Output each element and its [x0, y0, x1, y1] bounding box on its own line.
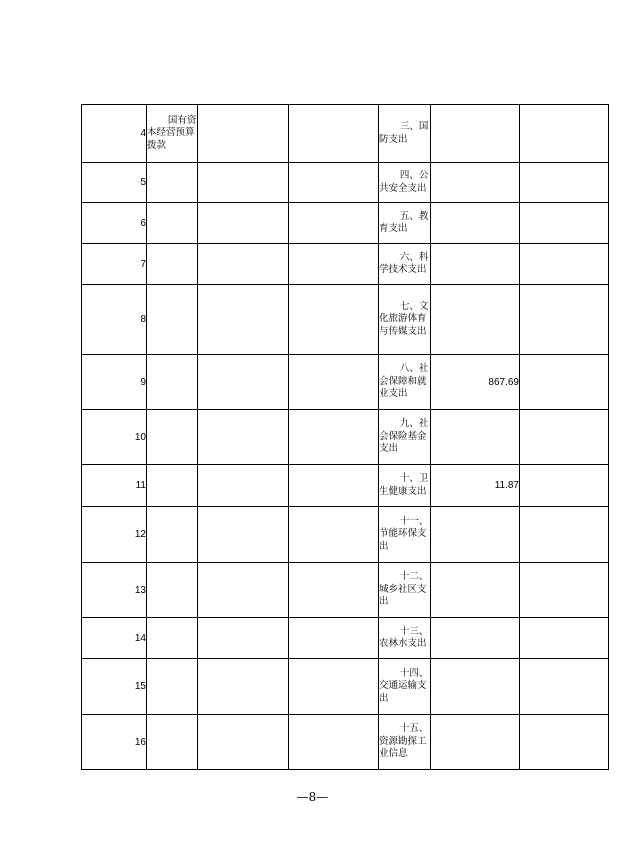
empty-cell [289, 563, 379, 618]
revenue-item-cell [147, 618, 198, 659]
expenditure-item-cell [379, 618, 431, 659]
table-row [82, 355, 609, 410]
expenditure-item-label: 三、国防支出 [379, 121, 429, 145]
expenditure-item-label: 五、教育支出 [379, 210, 429, 234]
expenditure-item-cell [379, 715, 431, 770]
empty-cell [289, 203, 379, 244]
expenditure-item-cell [379, 465, 431, 507]
empty-cell [198, 163, 289, 203]
empty-cell [198, 563, 289, 618]
table-row [82, 507, 609, 563]
table-row [82, 410, 609, 465]
table-row [82, 715, 609, 770]
revenue-item-cell [147, 410, 198, 465]
revenue-item-cell [147, 465, 198, 507]
amount-cell [431, 618, 520, 659]
empty-cell [198, 285, 289, 355]
empty-cell [520, 355, 609, 410]
expenditure-item-label: 十四、交通运输支出 [379, 667, 429, 704]
empty-cell [198, 105, 289, 163]
expenditure-item-label: 六、科学技术支出 [379, 251, 429, 275]
empty-cell [289, 659, 379, 715]
empty-cell [289, 105, 379, 163]
revenue-item-cell [147, 507, 198, 563]
empty-cell [520, 659, 609, 715]
empty-cell [198, 355, 289, 410]
amount-cell [431, 285, 520, 355]
amount-cell [431, 244, 520, 285]
empty-cell [520, 203, 609, 244]
table-row [82, 244, 609, 285]
table-row [82, 563, 609, 618]
empty-cell [520, 410, 609, 465]
table-row [82, 105, 609, 163]
row-number: 9 [82, 355, 147, 410]
revenue-item-cell [147, 285, 198, 355]
row-number: 13 [82, 563, 147, 618]
row-number: 12 [82, 507, 147, 563]
page-number: —8— [296, 790, 329, 804]
empty-cell [289, 355, 379, 410]
amount-cell [431, 163, 520, 203]
expenditure-item-cell [379, 659, 431, 715]
table-row [82, 285, 609, 355]
expenditure-item-label: 七、文化旅游体育与传媒支出 [379, 300, 429, 337]
table-row [82, 659, 609, 715]
amount-cell: 11.87 [431, 465, 520, 507]
empty-cell [289, 410, 379, 465]
revenue-item-cell [147, 244, 198, 285]
expenditure-item-label: 十五、资源勘探工业信息 [379, 723, 429, 760]
empty-cell [198, 465, 289, 507]
empty-cell [520, 715, 609, 770]
row-number: 8 [82, 285, 147, 355]
budget-table [81, 104, 609, 770]
empty-cell [198, 715, 289, 770]
empty-cell [520, 105, 609, 163]
expenditure-item-label: 八、社会保障和就业支出 [379, 363, 429, 400]
empty-cell [520, 285, 609, 355]
row-number: 4 [82, 105, 147, 163]
amount-cell [431, 410, 520, 465]
amount-cell [431, 203, 520, 244]
expenditure-item-cell [379, 163, 431, 203]
expenditure-item-cell [379, 355, 431, 410]
revenue-item-cell [147, 355, 198, 410]
expenditure-item-label: 九、社会保险基金支出 [379, 418, 429, 455]
empty-cell [289, 715, 379, 770]
empty-cell [198, 244, 289, 285]
row-number: 14 [82, 618, 147, 659]
empty-cell [198, 618, 289, 659]
row-number: 15 [82, 659, 147, 715]
expenditure-item-label: 四、公共安全支出 [379, 170, 429, 194]
row-number: 16 [82, 715, 147, 770]
empty-cell [520, 465, 609, 507]
revenue-item-cell [147, 163, 198, 203]
empty-cell [289, 507, 379, 563]
expenditure-item-cell [379, 410, 431, 465]
empty-cell [198, 410, 289, 465]
empty-cell [289, 244, 379, 285]
empty-cell [520, 618, 609, 659]
empty-cell [198, 203, 289, 244]
empty-cell [289, 618, 379, 659]
expenditure-item-cell [379, 244, 431, 285]
row-number: 10 [82, 410, 147, 465]
empty-cell [198, 507, 289, 563]
expenditure-item-label: 十一、节能环保支出 [379, 515, 429, 552]
row-number: 11 [82, 465, 147, 507]
amount-cell [431, 563, 520, 618]
revenue-item-cell [147, 203, 198, 244]
revenue-item-label: 国有资本经营预算拨款 [147, 114, 197, 151]
table-row [82, 465, 609, 507]
empty-cell [198, 659, 289, 715]
expenditure-item-cell [379, 563, 431, 618]
expenditure-item-label: 十二、城乡社区支出 [379, 571, 429, 608]
expenditure-item-label: 十、卫生健康支出 [379, 473, 429, 497]
expenditure-item-cell [379, 285, 431, 355]
table-row [82, 163, 609, 203]
expenditure-item-label: 十三、农林水支出 [379, 625, 429, 649]
amount-cell [431, 507, 520, 563]
revenue-item-cell [147, 659, 198, 715]
empty-cell [520, 244, 609, 285]
revenue-item-cell [147, 105, 198, 163]
table-row [82, 203, 609, 244]
empty-cell [289, 163, 379, 203]
amount-cell [431, 105, 520, 163]
expenditure-item-cell [379, 203, 431, 244]
empty-cell [520, 163, 609, 203]
empty-cell [520, 507, 609, 563]
empty-cell [289, 285, 379, 355]
table-row [82, 618, 609, 659]
row-number: 6 [82, 203, 147, 244]
amount-cell [431, 715, 520, 770]
expenditure-item-cell [379, 507, 431, 563]
empty-cell [520, 563, 609, 618]
amount-cell [431, 659, 520, 715]
row-number: 5 [82, 163, 147, 203]
empty-cell [289, 465, 379, 507]
revenue-item-cell [147, 563, 198, 618]
row-number: 7 [82, 244, 147, 285]
expenditure-item-cell [379, 105, 431, 163]
amount-cell: 867.69 [431, 355, 520, 410]
revenue-item-cell [147, 715, 198, 770]
